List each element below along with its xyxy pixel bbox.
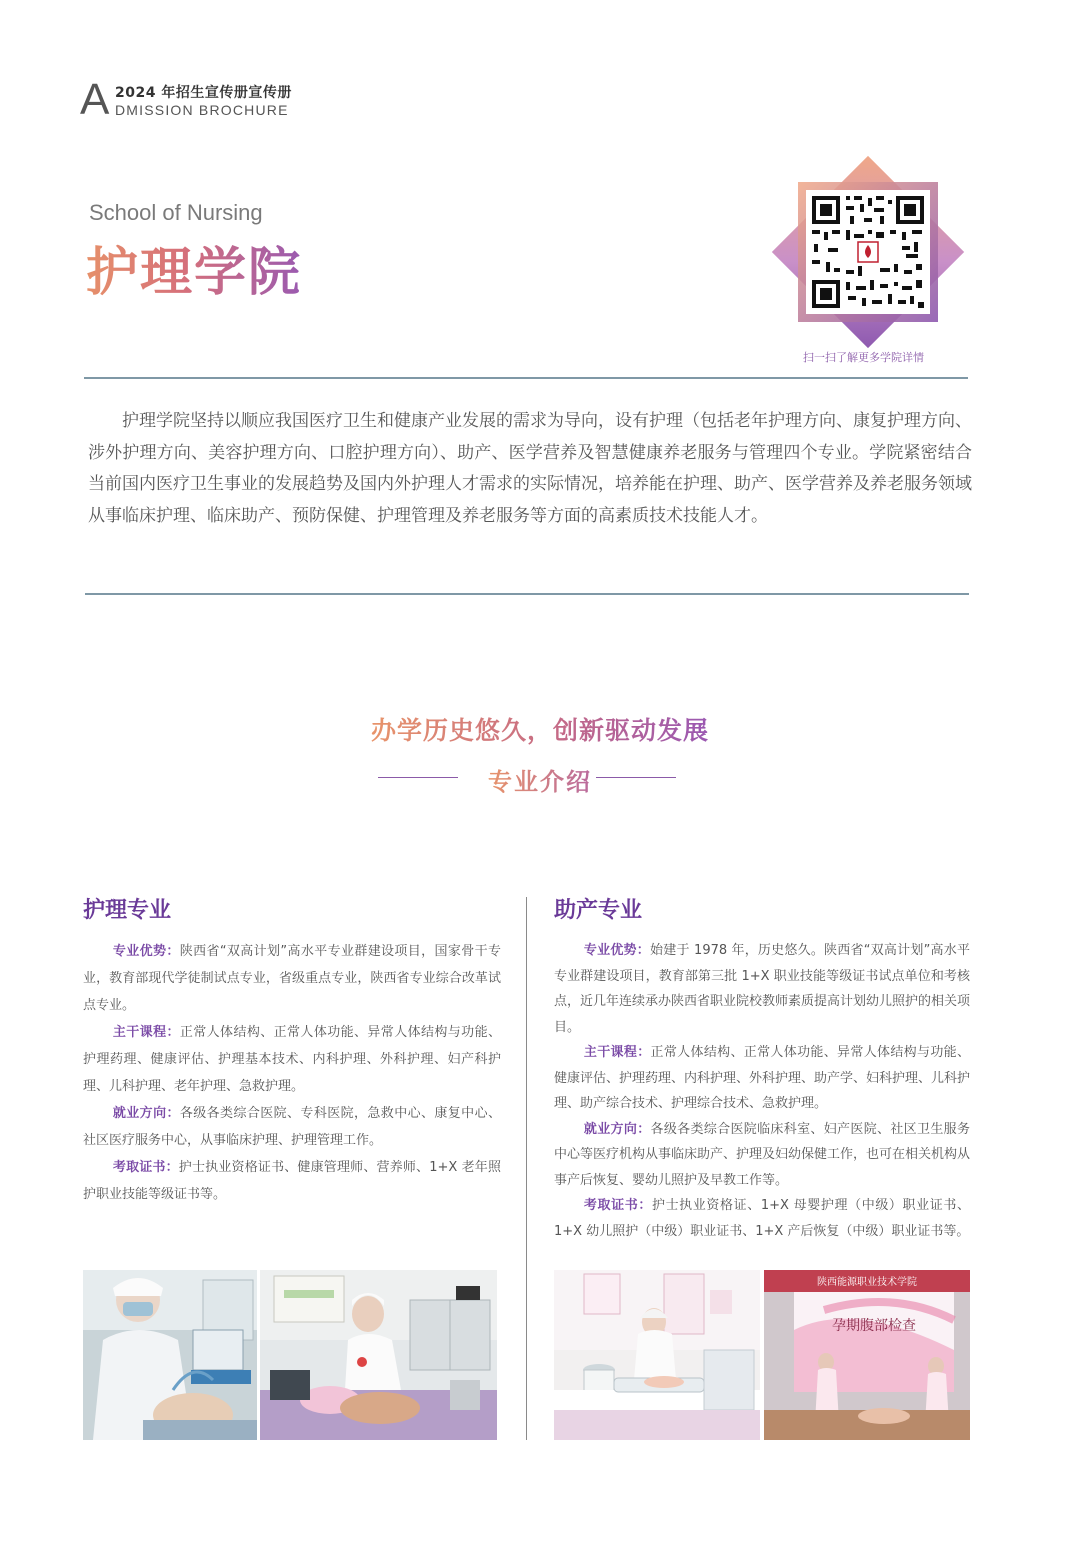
section-title: 专业介绍	[488, 768, 592, 796]
photo-nursing-cpr	[260, 1270, 497, 1440]
major-item: 就业方向：各级各类综合医院、专科医院，急救中心、康复中心、社区医疗服务中心，从事临床护理、护理管理工作。	[83, 1106, 501, 1148]
brochure-logo-letter: A	[80, 75, 110, 124]
qr-caption: 扫一扫了解更多学院详情	[803, 351, 924, 364]
major-item: 专业优势：始建于 1978 年，历史悠久。陕西省“双高计划”高水平专业群建设项目，教育部第三批 1+X 职业技能等级证书试点单位和考核点，近几年连续承办陕西省职业院校教师素质提高计划幼儿照护的相关项目。	[554, 943, 971, 1035]
major-midwifery	[554, 893, 970, 1244]
school-name-cn: 护理学院	[86, 230, 302, 305]
qr-code-frame	[783, 168, 953, 336]
major-title: 助产专业	[554, 898, 643, 923]
intro-divider	[85, 593, 969, 595]
major-item: 主干课程：正常人体结构、正常人体功能、异常人体结构与功能、健康评估、护理药理、内科护理、外科护理、助产学、妇科护理、儿科护理、助产综合技术、护理综合技术、急救护理。	[554, 1045, 971, 1111]
photo-midwifery-abdominal-exam	[764, 1270, 970, 1440]
slogan-heading: 办学历史悠久，创新驱动发展	[370, 716, 709, 745]
photo-banner-text: 陕西能源职业技术学院	[817, 1277, 917, 1288]
brochure-subtitle: DMISSION BROCHURE	[115, 102, 289, 118]
major-item: 考取证书：护士执业资格证书、健康管理师、营养师、1+X 老年照护职业技能等级证书等。	[83, 1160, 501, 1202]
major-title: 护理专业	[83, 898, 172, 923]
major-item: 就业方向：各级各类综合医院临床科室、妇产医院、社区卫生服务中心等医疗机构从事临床助产、护理及妇幼保健工作，也可在相关机构从事产后恢复、婴幼儿照护及早教工作等。	[554, 1121, 971, 1188]
photo-midwifery-infant-care	[554, 1270, 760, 1440]
top-divider	[84, 377, 968, 379]
school-name-en: School of Nursing	[89, 200, 263, 225]
brochure-title: 2024 年招生宣传册宣传册	[115, 85, 292, 101]
major-nursing	[83, 893, 501, 1208]
section-title-line-right	[596, 777, 676, 778]
qr-code[interactable]	[806, 190, 930, 314]
major-item: 考取证书：护士执业资格证、1+X 母婴护理（中级）职业证书、1+X 幼儿照护（中级）职业证书、1+X 产后恢复（中级）职业证书等。	[554, 1198, 970, 1239]
photo-nursing-suction	[83, 1270, 257, 1440]
column-divider	[526, 897, 527, 1440]
photo-screen-text: 孕期腹部检查	[832, 1318, 916, 1334]
major-item: 专业优势：陕西省“双高计划”高水平专业群建设项目，国家骨干专业，教育部现代学徒制试点专业，省级重点专业，陕西省专业综合改革试点专业。	[83, 944, 501, 1013]
intro-paragraph: 护理学院坚持以顺应我国医疗卫生和健康产业发展的需求为导向，设有护理（包括老年护理方向、康复护理方向、涉外护理方向、美容护理方向、口腔护理方向）、助产、医学营养及智慧健康养老服务与管理四个专业。学院紧密结合当前国内医疗卫生事业的发展趋势及国内外护理人才需求的实际情况，培养能在护理、助产、医学营养及养老服务领域从事临床护理、临床助产、预防保健、护理管理及养老服务等方面的高素质技术技能人才。	[88, 411, 972, 526]
major-item: 主干课程：正常人体结构、正常人体功能、异常人体结构与功能、护理药理、健康评估、护理基本技术、内科护理、外科护理、妇产科护理、儿科护理、老年护理、急救护理。	[83, 1025, 501, 1094]
qr-code-icon	[806, 190, 930, 314]
